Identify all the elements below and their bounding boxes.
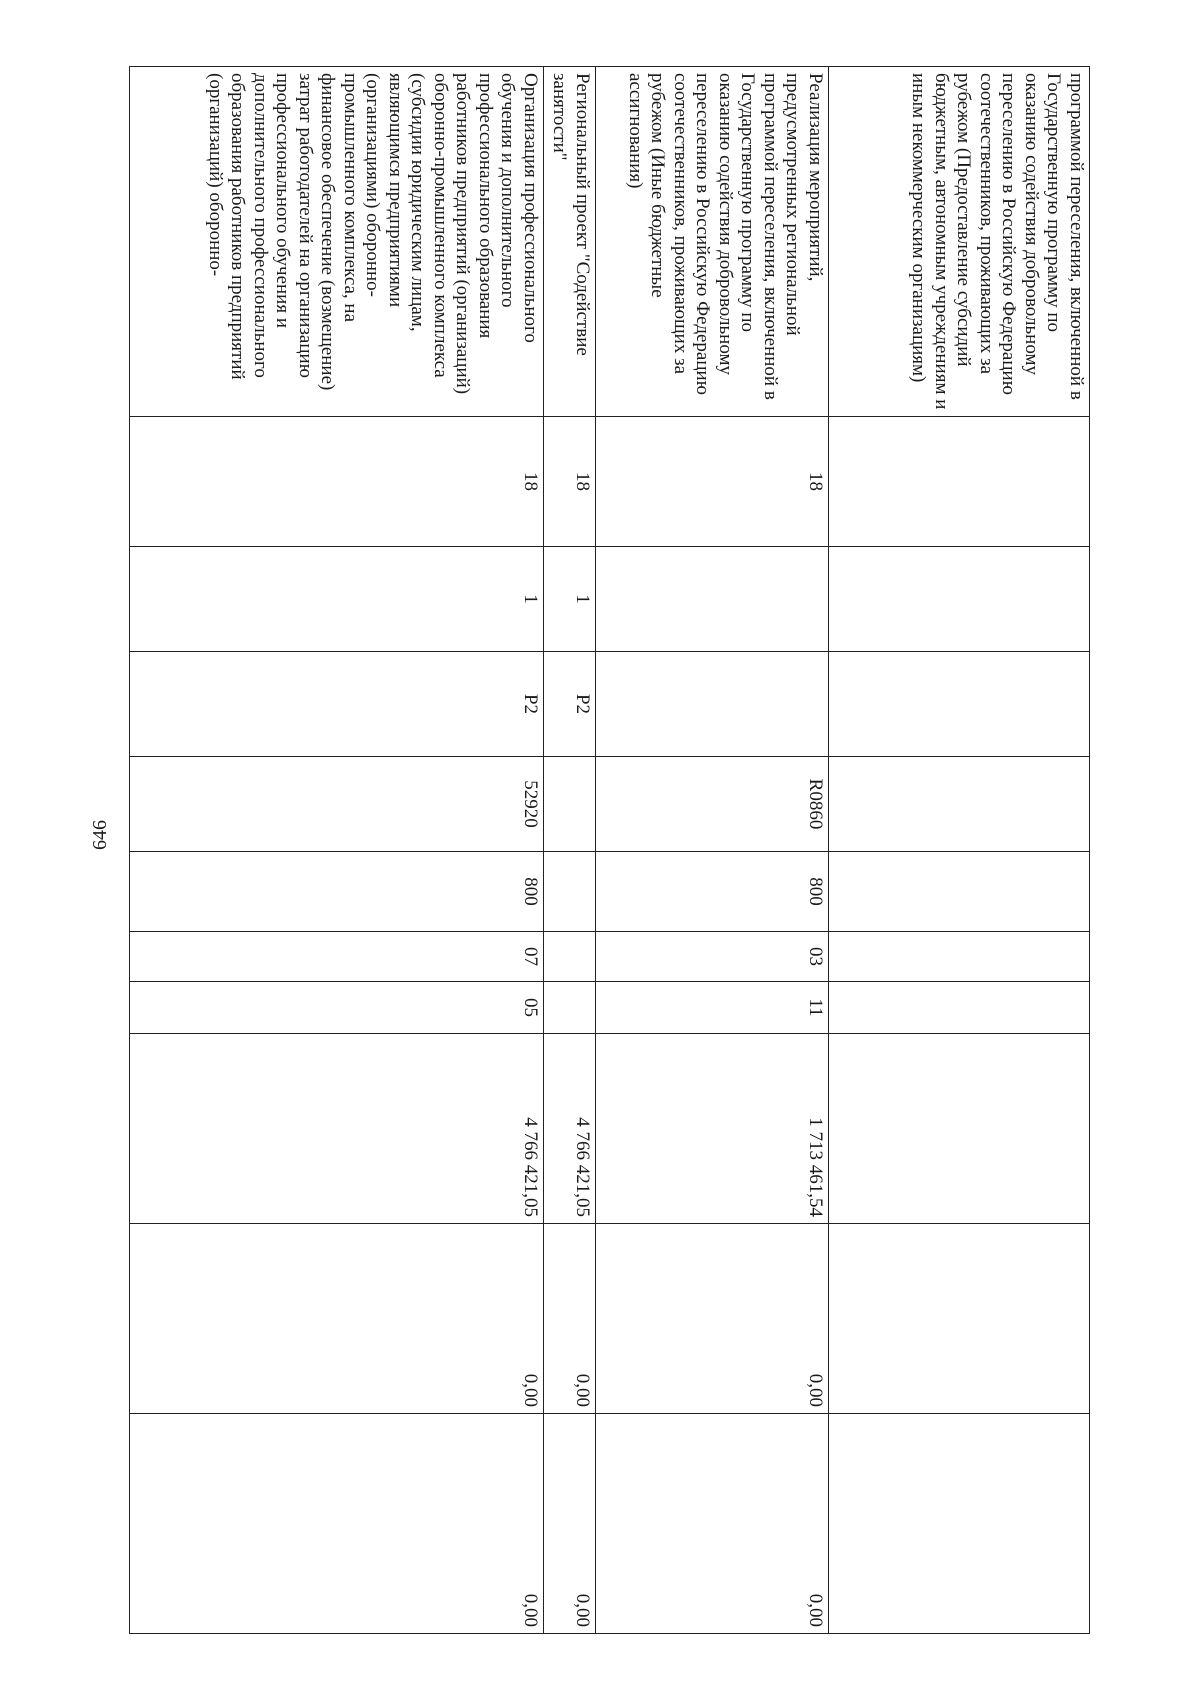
subprogram-code: 1: [544, 547, 596, 652]
expense-code: [544, 757, 596, 852]
page-number: 646: [89, 820, 111, 850]
amount-year-3: [829, 1414, 1090, 1634]
amount-year-2: 0,00: [130, 1224, 544, 1414]
project-code: [596, 652, 829, 757]
expense-type-code: [544, 852, 596, 932]
subsection-code: 11: [596, 982, 829, 1034]
subsection-code: [544, 982, 596, 1034]
program-code: 18: [130, 417, 544, 547]
table-row: [829, 67, 1090, 1634]
subsection-code: [829, 982, 1090, 1034]
program-code: 18: [544, 417, 596, 547]
amount-year-2: 0,00: [596, 1224, 829, 1414]
section-code: 07: [130, 932, 544, 982]
expense-code: [829, 757, 1090, 852]
section-code: [829, 932, 1090, 982]
expense-code: R0860: [596, 757, 829, 852]
subsection-code: 05: [130, 982, 544, 1034]
amount-year-3: 0,00: [596, 1414, 829, 1634]
amount-year-2: 0,00: [544, 1224, 596, 1414]
amount-year-1: 4 766 421,05: [130, 1034, 544, 1224]
amount-year-3: 0,00: [544, 1414, 596, 1634]
expense-type-code: 800: [596, 852, 829, 932]
section-code: [544, 932, 596, 982]
table-row: [596, 67, 829, 1634]
table-row: [544, 67, 596, 1634]
subprogram-code: [596, 547, 829, 652]
row-name: Региональный проект "Содействие занятости": [544, 67, 596, 417]
amount-year-3: 0,00: [130, 1414, 544, 1634]
amount-year-2: [829, 1224, 1090, 1414]
table-row: [130, 67, 544, 1634]
amount-year-1: 4 766 421,05: [544, 1034, 596, 1224]
row-name: программой переселения, включенной в Государственную программу по оказанию содействия добровольному переселению в Российскую Федерацию соотечественников, проживающих за рубежом (Предоставление субсидий бюджетным, автономным учреждениям и иным некоммерческим организациям): [829, 67, 1090, 417]
rotated-table-wrapper: [130, 66, 1090, 1633]
project-code: P2: [130, 652, 544, 757]
budget-table: [129, 66, 1090, 1634]
expense-type-code: 800: [130, 852, 544, 932]
amount-year-1: [829, 1034, 1090, 1224]
amount-year-1: 1 713 461,54: [596, 1034, 829, 1224]
subprogram-code: 1: [130, 547, 544, 652]
program-code: 18: [596, 417, 829, 547]
row-name: Организация профессионального обучения и дополнительного профессионального образования работников предприятий (организаций) оборонно-промышленного комплекса (субсидии юридическим лицам, являющимся предприятиями (организациями) оборонно-промышленного комплекса, на финансовое обеспечение (возмещение) затрат работодателей на организацию профессионального обучения и дополнительного профессионального образования работников предприятий (организаций) оборонно-: [130, 67, 544, 417]
expense-type-code: [829, 852, 1090, 932]
row-name: Реализация мероприятий, предусмотренных региональной программой переселения, включенной в Государственную программу по оказанию содействия добровольному переселению в Российскую Федерацию соотечественников, проживающих за рубежом (Иные бюджетные ассигнования): [596, 67, 829, 417]
subprogram-code: [829, 547, 1090, 652]
section-code: 03: [596, 932, 829, 982]
project-code: P2: [544, 652, 596, 757]
project-code: [829, 652, 1090, 757]
expense-code: 52920: [130, 757, 544, 852]
program-code: [829, 417, 1090, 547]
